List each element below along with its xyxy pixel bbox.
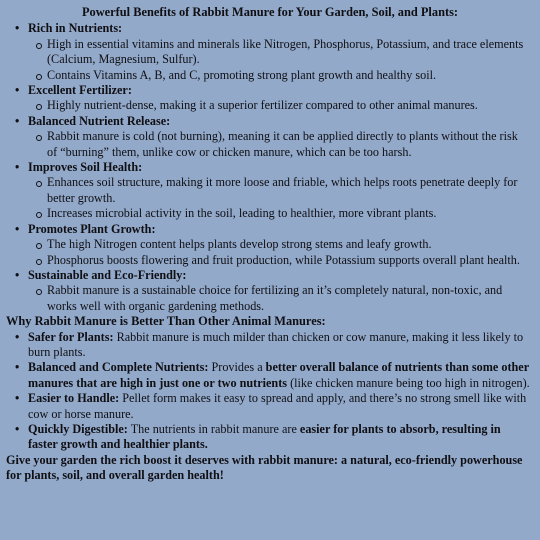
benefit-heading: Sustainable and Eco-Friendly: bbox=[28, 267, 187, 282]
benefit-heading: Balanced Nutrient Release: bbox=[28, 113, 171, 128]
why-lead: Easier to Handle: bbox=[28, 391, 120, 406]
benefit-point: High in essential vitamins and minerals like Nitrogen, Phosphorus, Potassium, and trace elements (Calcium, Magnesium, Sulfur). bbox=[28, 37, 534, 68]
benefit-points bbox=[28, 175, 534, 221]
why-item bbox=[6, 391, 534, 422]
benefit-point: Highly nutrient-dense, making it a superior fertilizer compared to other animal manures. bbox=[28, 98, 534, 113]
closing-statement: Give your garden the rich boost it deserves with rabbit manure: a natural, eco-friendly powerhouse for plants, soil, and overall garden health! bbox=[6, 452, 523, 483]
why-text: The nutrients in rabbit manure are bbox=[127, 421, 300, 436]
benefit-point: Increases microbial activity in the soil, leading to healthier, more vibrant plants. bbox=[28, 206, 534, 221]
benefit-item bbox=[6, 114, 534, 160]
benefit-point: Contains Vitamins A, B, and C, promoting strong plant growth and healthy soil. bbox=[28, 68, 534, 83]
benefit-points bbox=[28, 37, 534, 83]
benefit-item bbox=[6, 222, 534, 268]
benefit-point: Phosphorus boosts flowering and fruit production, while Potassium supports overall plant health. bbox=[28, 253, 534, 268]
why-lead: Safer for Plants: bbox=[28, 329, 114, 344]
benefit-item bbox=[6, 21, 534, 83]
why-item bbox=[6, 330, 534, 361]
why-emphasis: easier for plants to absorb, resulting in faster growth and healthier plants. bbox=[28, 421, 501, 452]
benefit-heading: Promotes Plant Growth: bbox=[28, 221, 156, 236]
document-title: Powerful Benefits of Rabbit Manure for Your Garden, Soil, and Plants: bbox=[81, 5, 459, 19]
benefit-points bbox=[28, 98, 534, 113]
benefit-item bbox=[6, 83, 534, 114]
benefit-heading: Improves Soil Health: bbox=[28, 160, 143, 175]
why-text: Provides a bbox=[208, 360, 266, 375]
benefit-point: Rabbit manure is a sustainable choice for fertilizing an it’s completely natural, non-toxic, and works well with organic gardening methods. bbox=[28, 283, 534, 314]
benefit-point: The high Nitrogen content helps plants develop strong stems and leafy growth. bbox=[28, 237, 534, 252]
why-heading: Why Rabbit Manure is Better Than Other Animal Manures: bbox=[6, 314, 326, 329]
why-item bbox=[6, 422, 534, 453]
why-emphasis: better overall balance of nutrients than some other manures that are high in just one or two nutrients bbox=[28, 360, 529, 390]
benefit-heading: Rich in Nutrients: bbox=[28, 21, 123, 36]
why-list bbox=[6, 330, 534, 453]
why-lead: Quickly Digestible: bbox=[28, 421, 128, 436]
why-item bbox=[6, 360, 534, 391]
benefits-list bbox=[6, 21, 534, 314]
why-text: Pellet form makes it easy to spread and apply, and there’s no strong smell like with cow or horse manure. bbox=[28, 391, 527, 421]
benefit-heading: Excellent Fertilizer: bbox=[28, 83, 132, 98]
benefit-point: Enhances soil structure, making it more loose and friable, which helps roots penetrate deeply for better growth. bbox=[28, 175, 534, 206]
why-lead: Balanced and Complete Nutrients: bbox=[28, 360, 209, 375]
benefit-points bbox=[28, 237, 534, 268]
benefit-point: Rabbit manure is cold (not burning), meaning it can be applied directly to plants without the risk of “burning” them, unlike cow or chicken manure, which can be too harsh. bbox=[28, 129, 534, 160]
benefit-points bbox=[28, 129, 534, 160]
benefit-item bbox=[6, 268, 534, 314]
why-tail: (like chicken manure being too high in nitrogen). bbox=[287, 375, 530, 390]
benefit-points bbox=[28, 283, 534, 314]
why-text: Rabbit manure is much milder than chicken or cow manure, making it less likely to burn plants. bbox=[28, 329, 524, 359]
benefit-item bbox=[6, 160, 534, 222]
